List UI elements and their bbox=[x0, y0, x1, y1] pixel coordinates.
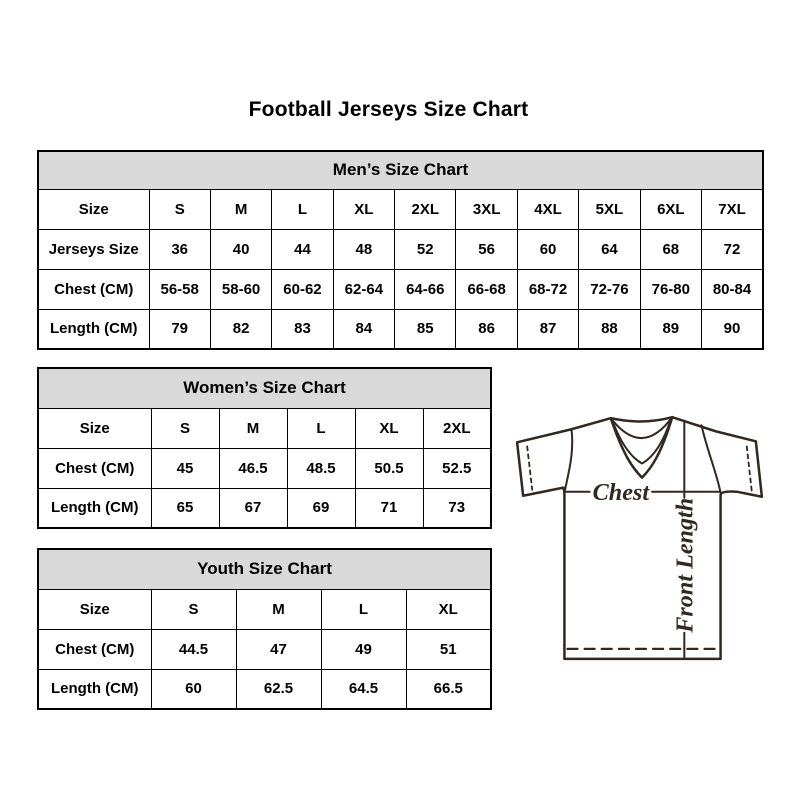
youth-row-1 bbox=[38, 629, 491, 669]
cell: 56-58 bbox=[149, 269, 210, 309]
cell: 86 bbox=[456, 309, 517, 349]
row-label: Size bbox=[38, 189, 149, 229]
cell: 6XL bbox=[640, 189, 701, 229]
cell: 68-72 bbox=[517, 269, 578, 309]
front-length-label: Front Length bbox=[671, 497, 699, 633]
cell: 56 bbox=[456, 229, 517, 269]
cell: 64.5 bbox=[321, 669, 406, 709]
cell: 62-64 bbox=[333, 269, 394, 309]
women-table-header-row bbox=[38, 368, 491, 408]
cell: 5XL bbox=[579, 189, 640, 229]
cell: 66-68 bbox=[456, 269, 517, 309]
cell: 76-80 bbox=[640, 269, 701, 309]
cell: M bbox=[219, 408, 287, 448]
cell: 80-84 bbox=[702, 269, 763, 309]
cell: S bbox=[151, 589, 236, 629]
cell: 46.5 bbox=[219, 448, 287, 488]
cell: 44 bbox=[272, 229, 333, 269]
cell: 40 bbox=[210, 229, 271, 269]
cell: L bbox=[272, 189, 333, 229]
women-row-0 bbox=[38, 408, 491, 448]
cell: 51 bbox=[406, 629, 491, 669]
women-table-title: Women’s Size Chart bbox=[38, 368, 491, 408]
cell: 64-66 bbox=[395, 269, 456, 309]
cell: 58-60 bbox=[210, 269, 271, 309]
cell: M bbox=[210, 189, 271, 229]
cell: 3XL bbox=[456, 189, 517, 229]
row-label: Chest (CM) bbox=[38, 448, 151, 488]
cell: 60 bbox=[151, 669, 236, 709]
men-table-title: Men’s Size Chart bbox=[38, 151, 763, 189]
cell: 50.5 bbox=[355, 448, 423, 488]
men-row-0 bbox=[38, 189, 763, 229]
cell: M bbox=[236, 589, 321, 629]
cell: 83 bbox=[272, 309, 333, 349]
cell: 82 bbox=[210, 309, 271, 349]
men-row-3 bbox=[38, 309, 763, 349]
row-label: Jerseys Size bbox=[38, 229, 149, 269]
mens-size-table bbox=[37, 150, 764, 350]
youth-table-header-row bbox=[38, 549, 491, 589]
row-label: Chest (CM) bbox=[38, 269, 149, 309]
row-label: Size bbox=[38, 408, 151, 448]
youth-size-table bbox=[37, 548, 492, 710]
womens-size-table bbox=[37, 367, 492, 529]
row-label: Length (CM) bbox=[38, 669, 151, 709]
cell: 68 bbox=[640, 229, 701, 269]
cell: 60-62 bbox=[272, 269, 333, 309]
cell: 87 bbox=[517, 309, 578, 349]
cell: 48 bbox=[333, 229, 394, 269]
cell: 65 bbox=[151, 488, 219, 528]
chest-label: Chest bbox=[592, 478, 650, 506]
cell: 72 bbox=[702, 229, 763, 269]
cell: 62.5 bbox=[236, 669, 321, 709]
cell: 79 bbox=[149, 309, 210, 349]
youth-table-title: Youth Size Chart bbox=[38, 549, 491, 589]
jersey-outline bbox=[517, 417, 762, 659]
cell: XL bbox=[406, 589, 491, 629]
cell: 69 bbox=[287, 488, 355, 528]
men-row-1 bbox=[38, 229, 763, 269]
cell: L bbox=[321, 589, 406, 629]
men-row-2 bbox=[38, 269, 763, 309]
cell: 89 bbox=[640, 309, 701, 349]
cell: 64 bbox=[579, 229, 640, 269]
cell: 47 bbox=[236, 629, 321, 669]
cell: 88 bbox=[579, 309, 640, 349]
cell: S bbox=[151, 408, 219, 448]
cell: 60 bbox=[517, 229, 578, 269]
jersey-measurement-diagram bbox=[504, 396, 778, 670]
cell: 2XL bbox=[395, 189, 456, 229]
cell: 72-76 bbox=[579, 269, 640, 309]
cell: 67 bbox=[219, 488, 287, 528]
cell: XL bbox=[333, 189, 394, 229]
cell: 2XL bbox=[423, 408, 491, 448]
youth-row-2 bbox=[38, 669, 491, 709]
women-row-2 bbox=[38, 488, 491, 528]
cell: 36 bbox=[149, 229, 210, 269]
cell: 49 bbox=[321, 629, 406, 669]
row-label: Length (CM) bbox=[38, 488, 151, 528]
cell: 52 bbox=[395, 229, 456, 269]
cell: 52.5 bbox=[423, 448, 491, 488]
cell: 66.5 bbox=[406, 669, 491, 709]
men-table-header-row bbox=[38, 151, 763, 189]
cell: XL bbox=[355, 408, 423, 448]
cell: 48.5 bbox=[287, 448, 355, 488]
cell: 45 bbox=[151, 448, 219, 488]
women-row-1 bbox=[38, 448, 491, 488]
cell: 90 bbox=[702, 309, 763, 349]
cell: 84 bbox=[333, 309, 394, 349]
page-title: Football Jerseys Size Chart bbox=[248, 98, 529, 121]
cell: 85 bbox=[395, 309, 456, 349]
cell: L bbox=[287, 408, 355, 448]
row-label: Size bbox=[38, 589, 151, 629]
cell: 71 bbox=[355, 488, 423, 528]
cell: S bbox=[149, 189, 210, 229]
cell: 44.5 bbox=[151, 629, 236, 669]
row-label: Length (CM) bbox=[38, 309, 149, 349]
row-label: Chest (CM) bbox=[38, 629, 151, 669]
youth-row-0 bbox=[38, 589, 491, 629]
cell: 4XL bbox=[517, 189, 578, 229]
cell: 73 bbox=[423, 488, 491, 528]
cell: 7XL bbox=[702, 189, 763, 229]
